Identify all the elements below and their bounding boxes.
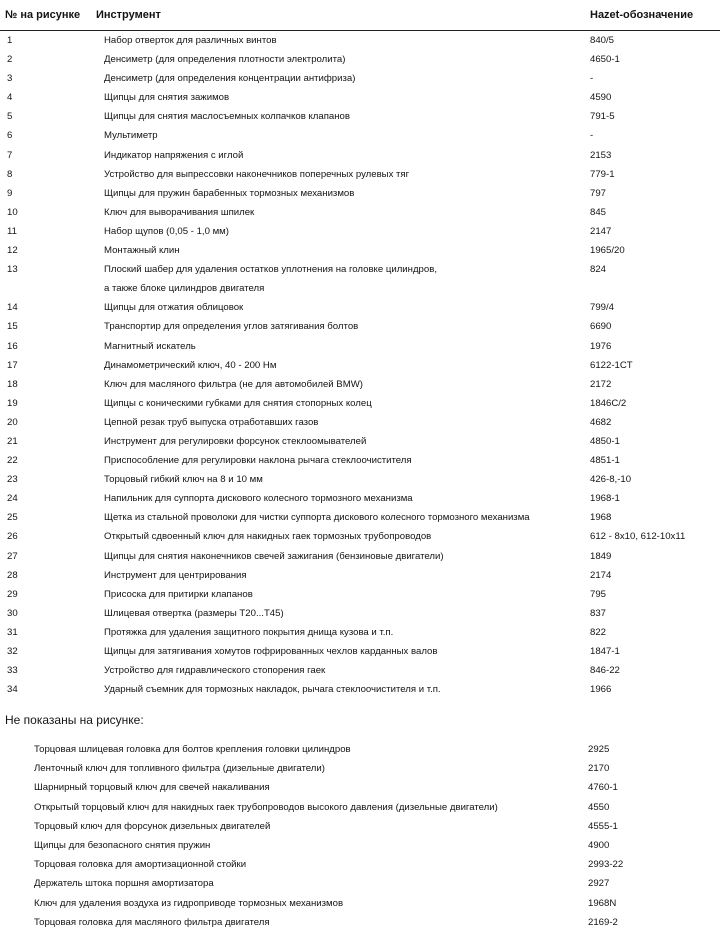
row-number: 16 <box>7 340 18 352</box>
row-number: 23 <box>7 474 18 486</box>
row-number: 24 <box>7 493 18 505</box>
tool-name: Цепной резак труб выпуска отработавших газов <box>104 416 319 428</box>
hazet-code: 797 <box>590 187 607 199</box>
tool-name: Щипцы для затягивания хомутов гофрированных чехлов карданных валов <box>104 646 438 657</box>
tool-name: Присоска для притирки клапанов <box>104 588 253 600</box>
hazet-code: 2927 <box>588 878 610 890</box>
table-row <box>0 260 720 298</box>
row-number: 5 <box>7 111 13 123</box>
hazet-code: 2147 <box>590 225 612 237</box>
tool-name: Протяжка для удаления защитного покрытия днища кузова и т.п. <box>104 626 394 638</box>
table-row <box>0 356 720 375</box>
table-row <box>0 527 720 546</box>
table-row <box>0 337 720 356</box>
table-header <box>0 0 720 31</box>
row-number: 29 <box>7 588 18 600</box>
tools-table <box>0 31 720 699</box>
tool-name: Торцовая головка для амортизационной стойки <box>34 859 247 871</box>
hazet-code: 1849 <box>590 550 612 562</box>
table-row <box>0 913 720 932</box>
table-row <box>0 489 720 508</box>
hazet-code: 824 <box>590 264 607 276</box>
hazet-code: - <box>590 73 594 85</box>
hazet-code: 822 <box>590 626 607 638</box>
tool-name: Щипцы для пружин барабенных тормозных механизмов <box>104 187 355 199</box>
hazet-code: 2172 <box>590 378 612 390</box>
header-tool: Инструмент <box>96 9 161 21</box>
hazet-code: 4760-1 <box>588 782 618 794</box>
tool-name: Держатель штока поршня амортизатора <box>34 878 214 890</box>
tool-name: Набор щупов (0,05 - 1,0 мм) <box>104 225 229 237</box>
table-row <box>0 222 720 241</box>
tool-name: Щипцы для снятия зажимов <box>104 92 230 104</box>
tool-name: Ударный съемник для тормозных накладок, рычага стеклоочистителя и т.п. <box>104 684 441 696</box>
row-number: 28 <box>7 569 18 581</box>
table-row <box>0 661 720 680</box>
hazet-code: 4650-1 <box>590 54 620 66</box>
row-number: 17 <box>7 359 18 371</box>
row-number: 15 <box>7 321 18 333</box>
tool-name: Напильник для суппорта дискового колесного тормозного механизма <box>104 493 413 505</box>
row-number: 26 <box>7 531 18 543</box>
table-row <box>0 413 720 432</box>
section-title-not-shown: Не показаны на рисунке: <box>5 713 144 727</box>
tool-name: Щипцы для безопасного снятия пружин <box>34 839 211 851</box>
tool-name: Ключ для выворачивания шпилек <box>104 206 255 218</box>
tool-name: Денсиметр (для определения концентрации антифриза) <box>104 73 356 85</box>
hazet-code: 837 <box>590 607 607 619</box>
row-number: 13 <box>7 264 18 276</box>
table-row <box>0 604 720 623</box>
hazet-code: 1968-1 <box>590 493 620 505</box>
table-row <box>0 680 720 699</box>
row-number: 20 <box>7 416 18 428</box>
hazet-code: 779-1 <box>590 168 615 180</box>
tool-name: Плоский шабер для удаления остатков уплотнения на головке цилиндров, а также блоке цилиндров двигателя <box>104 264 437 295</box>
row-number: 8 <box>7 168 13 180</box>
table-row <box>0 798 720 817</box>
row-number: 11 <box>7 225 17 237</box>
table-row <box>0 508 720 527</box>
table-row <box>0 836 720 855</box>
table-row <box>0 547 720 566</box>
tool-name: Устройство для гидравлического стопорения гаек <box>104 665 326 677</box>
table-row <box>0 317 720 336</box>
tool-name: Шарнирный торцовый ключ для свечей накаливания <box>34 782 270 794</box>
table-row <box>0 146 720 165</box>
row-number: 25 <box>7 512 18 524</box>
table-row <box>0 451 720 470</box>
tool-name: Ленточный ключ для топливного фильтра (дизельные двигатели) <box>34 763 325 775</box>
hazet-code: 4850-1 <box>590 435 620 447</box>
tool-name: Щипцы для снятия наконечников свечей зажигания (бензиновые двигатели) <box>104 550 444 562</box>
hazet-code: 846-22 <box>590 665 620 677</box>
tool-name: Торцовая шлицевая головка для болтов крепления головки цилиндров <box>34 744 351 755</box>
hazet-code: 612 - 8х10, 612-10х11 <box>590 531 686 543</box>
tool-name: Торцовый гибкий ключ на 8 и 10 мм <box>104 474 263 486</box>
tool-name: Ключ для масляного фильтра (не для автомобилей BMW) <box>104 378 363 390</box>
row-number: 30 <box>7 607 18 619</box>
table-row <box>0 470 720 489</box>
header-hazet-code: Hazet-обозначение <box>590 9 694 21</box>
table-row <box>0 298 720 317</box>
hazet-code: 426-8,-10 <box>590 474 632 486</box>
hazet-code: 1966 <box>590 684 612 696</box>
tool-name: Ключ для удаления воздуха из гидроприводе тормозных механизмов <box>34 897 344 909</box>
hazet-code: 1965/20 <box>590 245 625 257</box>
hazet-code: - <box>590 130 594 142</box>
table-row <box>0 759 720 778</box>
hazet-code: 799/4 <box>590 302 615 314</box>
hazet-code: 2153 <box>590 149 612 161</box>
table-row <box>0 241 720 260</box>
row-number: 33 <box>7 665 18 677</box>
tool-name: Индикатор напряжения с иглой <box>104 149 244 161</box>
hazet-code: 2174 <box>590 569 612 581</box>
tool-name: Щипцы с коническими губками для снятия стопорных колец <box>104 397 372 409</box>
row-number: 14 <box>7 302 18 314</box>
tool-name: Мультиметр <box>104 130 158 142</box>
hazet-code: 2170 <box>588 763 610 775</box>
row-number: 3 <box>7 73 13 85</box>
tool-name: Открытый сдвоенный ключ для накидных гаек тормозных трубопроводов <box>104 531 432 543</box>
hazet-code: 845 <box>590 206 607 218</box>
tool-name: Динамометрический ключ, 40 - 200 Нм <box>104 359 277 371</box>
row-number: 9 <box>7 187 13 199</box>
not-shown-table <box>0 740 720 932</box>
table-row <box>0 817 720 836</box>
tool-name: Инструмент для центрирования <box>104 569 247 581</box>
tool-name: Открытый торцовый ключ для накидных гаек трубопроводов высокого давления (дизельные двигатели) <box>34 801 498 813</box>
table-row <box>0 585 720 604</box>
table-row <box>0 874 720 893</box>
row-number: 34 <box>7 684 18 696</box>
hazet-code: 840/5 <box>590 35 615 46</box>
tool-name: Устройство для выпрессовки наконечников поперечных рулевых тяг <box>104 168 410 180</box>
hazet-code: 1968N <box>588 897 617 909</box>
table-row <box>0 50 720 69</box>
table-row <box>0 375 720 394</box>
hazet-code: 1846C/2 <box>590 397 627 409</box>
tool-name: Приспособление для регулировки наклона рычага стеклоочистителя <box>104 455 412 467</box>
row-number: 19 <box>7 397 18 409</box>
row-number: 7 <box>7 149 13 161</box>
tool-name: Торцовый ключ для форсунок дизельных двигателей <box>34 820 271 832</box>
hazet-code: 1976 <box>590 340 612 352</box>
tool-name: Щипцы для снятия маслосъемных колпачков клапанов <box>104 111 350 123</box>
tool-name: Торцовая головка для масляного фильтра двигателя <box>34 916 270 928</box>
table-row <box>0 126 720 145</box>
table-row <box>0 855 720 874</box>
hazet-code: 4682 <box>590 416 612 428</box>
tool-name: Транспортир для определения углов затягивания болтов <box>104 321 359 333</box>
table-row <box>0 566 720 585</box>
table-row <box>0 203 720 222</box>
hazet-code: 6122-1CT <box>590 359 633 371</box>
tool-name: Шлицевая отвертка (размеры T20...T45) <box>104 607 284 619</box>
row-number: 31 <box>7 626 18 638</box>
row-number: 4 <box>7 92 13 104</box>
hazet-code: 2169-2 <box>588 916 618 928</box>
tool-name: Денсиметр (для определения плотности электролита) <box>104 54 346 66</box>
row-number: 10 <box>7 206 18 218</box>
tool-name: Инструмент для регулировки форсунок стеклоомывателей <box>104 435 367 447</box>
row-number: 21 <box>7 435 18 447</box>
hazet-code: 4851-1 <box>590 455 620 467</box>
table-row <box>0 165 720 184</box>
table-row <box>0 778 720 797</box>
table-row <box>0 107 720 126</box>
hazet-code: 4555-1 <box>588 820 618 832</box>
hazet-code: 795 <box>590 588 607 600</box>
tool-name: Набор отверток для различных винтов <box>104 35 277 46</box>
table-row <box>0 740 720 759</box>
hazet-code: 2993-22 <box>588 859 624 871</box>
row-number: 22 <box>7 455 18 467</box>
row-number: 32 <box>7 646 18 657</box>
table-row <box>0 894 720 913</box>
tool-name: Монтажный клин <box>104 245 180 257</box>
table-row <box>0 31 720 50</box>
hazet-code: 4590 <box>590 92 612 104</box>
table-row <box>0 432 720 451</box>
table-row <box>0 623 720 642</box>
table-row <box>0 394 720 413</box>
hazet-code: 1968 <box>590 512 612 524</box>
table-row <box>0 184 720 203</box>
tool-name: Щипцы для отжатия облицовок <box>104 302 244 314</box>
row-number: 2 <box>7 54 13 66</box>
table-row <box>0 642 720 661</box>
hazet-code: 2925 <box>588 744 610 755</box>
table-row <box>0 88 720 107</box>
row-number: 12 <box>7 245 18 257</box>
table-row <box>0 69 720 88</box>
hazet-code: 4550 <box>588 801 610 813</box>
tool-name: Магнитный искатель <box>104 340 196 352</box>
row-number: 27 <box>7 550 18 562</box>
row-number: 18 <box>7 378 18 390</box>
hazet-code: 791-5 <box>590 111 615 123</box>
tool-name: Щетка из стальной проволоки для чистки суппорта дискового колесного тормозного механизма <box>104 512 530 524</box>
header-number: № на рисунке <box>5 9 81 21</box>
hazet-code: 6690 <box>590 321 612 333</box>
row-number: 1 <box>7 35 13 46</box>
hazet-code: 1847-1 <box>590 646 620 657</box>
row-number: 6 <box>7 130 13 142</box>
hazet-code: 4900 <box>588 839 610 851</box>
